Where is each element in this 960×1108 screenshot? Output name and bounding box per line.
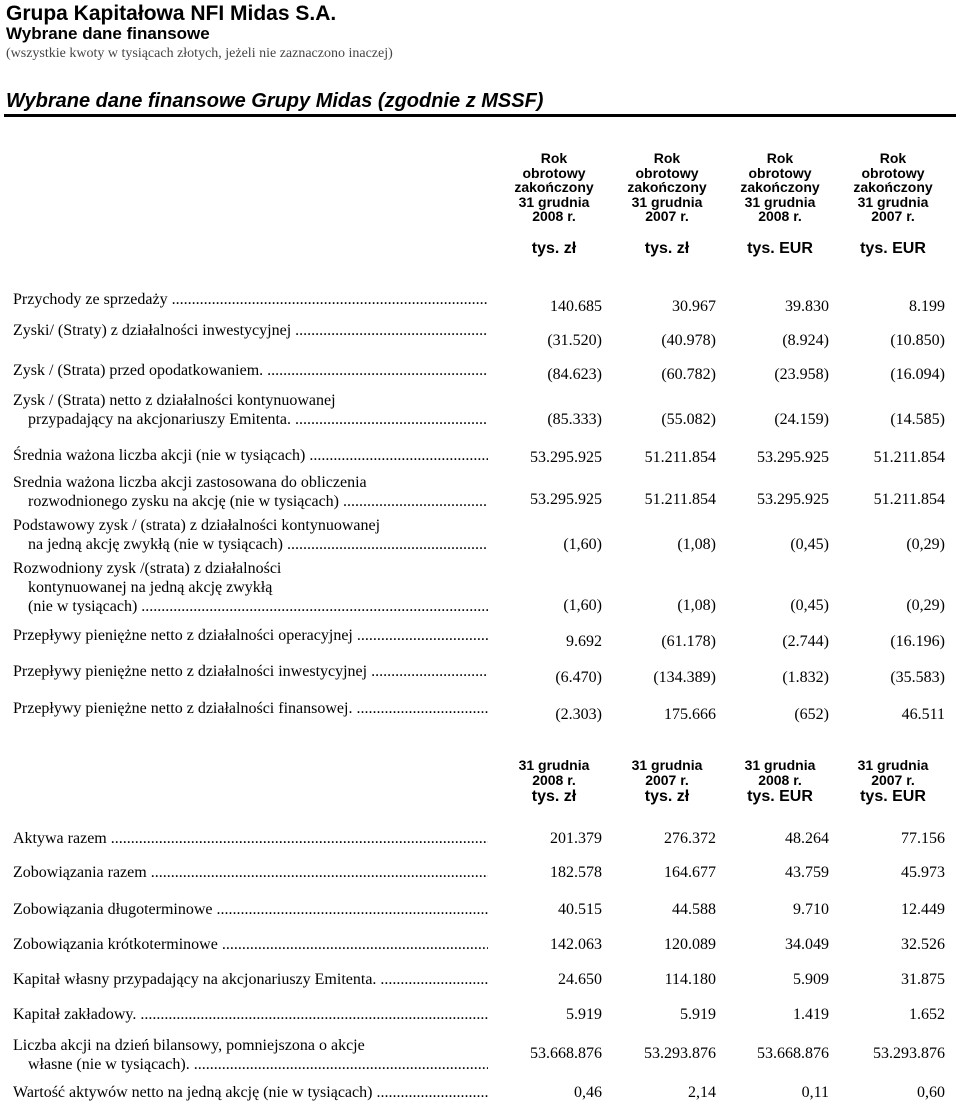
table-cell-value: (85.333) bbox=[547, 411, 602, 428]
table-cell-value: 140.685 bbox=[550, 298, 602, 315]
row-label-line: Średnia ważona liczba akcji (nie w tysiącach) ..... bbox=[13, 446, 488, 465]
balance-row-label bbox=[13, 1036, 488, 1074]
balance-row-label bbox=[13, 935, 488, 954]
balance-cell-value: 2,14 bbox=[688, 1084, 716, 1101]
page-title: Wybrane dane finansowe Grupy Midas (zgodnie z MSSF) bbox=[6, 90, 544, 112]
title-divider bbox=[4, 114, 956, 117]
row-label bbox=[13, 446, 488, 465]
row-label bbox=[13, 699, 488, 718]
balance-cell-value: 44.588 bbox=[672, 901, 716, 918]
balance-row-label bbox=[13, 900, 488, 919]
balance-cell-value: 43.759 bbox=[785, 864, 829, 881]
table-cell-value: (0,45) bbox=[790, 536, 829, 553]
table-cell-value: (1,08) bbox=[677, 597, 716, 614]
row-label-line: Zobowiązania razem ..... bbox=[13, 863, 488, 882]
column-header-line: 31 grudnia bbox=[631, 193, 703, 210]
column-header-line: Rok bbox=[879, 150, 907, 166]
column-header-line: Rok bbox=[766, 150, 794, 166]
column-header-line: zakończony bbox=[514, 179, 594, 195]
balance-cell-value: 34.049 bbox=[785, 936, 829, 953]
table-cell-value: 46.511 bbox=[901, 706, 945, 723]
balance-cell-value: 182.578 bbox=[550, 864, 602, 881]
row-label bbox=[13, 626, 488, 645]
row-label-line: Zysk / (Strata) przed opodatkowaniem. ..... bbox=[13, 361, 488, 380]
row-label bbox=[13, 473, 488, 511]
table-cell-value: (40.978) bbox=[661, 332, 716, 349]
table-cell-value: (60.782) bbox=[661, 366, 716, 383]
table-cell-value: (1,60) bbox=[563, 536, 602, 553]
row-label-line: Zobowiązania krótkoterminowe ..... bbox=[13, 935, 488, 954]
row-label-line: Kapitał zakładowy. ..... bbox=[13, 1005, 488, 1024]
units-note: (wszystkie kwoty w tysiącach złotych, jeżeli nie zaznaczono inaczej) bbox=[6, 46, 393, 61]
column-header-line: 31 grudnia bbox=[744, 757, 816, 773]
column-header-line: 31 grudnia bbox=[518, 193, 590, 210]
table-cell-value: (2.744) bbox=[782, 633, 829, 650]
balance-cell-value: 53.668.876 bbox=[757, 1045, 829, 1062]
balance-cell-value: 142.063 bbox=[550, 936, 602, 953]
column-header-line: zakończony bbox=[853, 179, 933, 195]
column-header-line: Rok bbox=[540, 150, 568, 166]
balance-row-label bbox=[13, 1005, 488, 1024]
table-cell-value: (1,60) bbox=[563, 597, 602, 614]
table-cell-value: (14.585) bbox=[890, 411, 945, 428]
balance-cell-value: 114.180 bbox=[664, 971, 716, 988]
table-cell-value: (134.389) bbox=[653, 669, 716, 686]
row-label bbox=[13, 662, 488, 681]
row-label bbox=[13, 559, 488, 616]
balance-row-label bbox=[13, 1083, 488, 1102]
balance-row-label bbox=[13, 829, 488, 848]
column-header-line: 2007 r. bbox=[645, 771, 689, 788]
row-label-line: własne (nie w tysiącach). ..... bbox=[13, 1055, 488, 1074]
table-cell-value: (23.958) bbox=[774, 366, 829, 383]
table-cell-value: (84.623) bbox=[547, 366, 602, 383]
table-cell-value: 51.211.854 bbox=[873, 491, 945, 508]
column-header-line: 31 grudnia bbox=[857, 193, 929, 210]
column-header-line: 2007 r. bbox=[645, 208, 689, 224]
table-cell-value: (8.924) bbox=[782, 332, 829, 349]
row-label-line: rozwodnionego zysku na akcję (nie w tysiącach) ..... bbox=[13, 492, 488, 511]
row-label bbox=[13, 516, 488, 554]
column-header-line: obrotowy bbox=[635, 164, 699, 181]
row-label-line: Przepływy pieniężne netto z działalności inwestycyjnej ..... bbox=[13, 662, 488, 681]
balance-column-header-2 bbox=[611, 758, 723, 787]
row-label-line: na jedną akcję zwykłą (nie w tysiącach) ..... bbox=[13, 535, 488, 554]
column-header-line: obrotowy bbox=[861, 164, 925, 181]
balance-cell-value: 0,46 bbox=[574, 1084, 602, 1101]
column-header-line: obrotowy bbox=[748, 164, 812, 181]
column-header-line: Rok bbox=[653, 150, 681, 166]
balance-cell-value: 31.875 bbox=[901, 971, 945, 988]
row-label-line: Wartość aktywów netto na jedną akcję (nie w tysiącach) ..... bbox=[13, 1083, 488, 1102]
balance-row-label bbox=[13, 970, 488, 989]
column-header-line: 2008 r. bbox=[532, 771, 576, 788]
row-label-line: Zobowiązania długoterminowe ..... bbox=[13, 900, 488, 919]
table-cell-value: 53.295.925 bbox=[757, 491, 829, 508]
table-cell-value: 51.211.854 bbox=[644, 491, 716, 508]
row-label-line: Kapitał własny przypadający na akcjonariuszy Emitenta. ..... bbox=[13, 970, 488, 989]
column-header-line: 31 grudnia bbox=[744, 193, 816, 210]
table-cell-value: (0,45) bbox=[790, 597, 829, 614]
column-header-1 bbox=[498, 151, 610, 224]
table-cell-value: (55.082) bbox=[661, 411, 716, 428]
balance-cell-value: 53.293.876 bbox=[644, 1045, 716, 1062]
balance-cell-value: 9.710 bbox=[793, 901, 829, 918]
balance-cell-value: 1.652 bbox=[909, 1006, 945, 1023]
balance-cell-value: 32.526 bbox=[901, 936, 945, 953]
table-cell-value: 53.295.925 bbox=[530, 491, 602, 508]
row-label bbox=[13, 321, 488, 340]
table-cell-value: 53.295.925 bbox=[757, 449, 829, 466]
row-label-line: Aktywa razem ..... bbox=[13, 829, 488, 848]
row-label bbox=[13, 391, 488, 429]
row-label-line: Przepływy pieniężne netto z działalności operacyjnej ..... bbox=[13, 626, 488, 645]
column-header-2 bbox=[611, 151, 723, 224]
table-cell-value: (35.583) bbox=[890, 669, 945, 686]
balance-column-unit-2: tys. zł bbox=[644, 788, 690, 805]
column-unit-4: tys. EUR bbox=[860, 240, 926, 257]
balance-cell-value: 1.419 bbox=[793, 1006, 829, 1023]
table-cell-value: (1,08) bbox=[677, 536, 716, 553]
report-subtitle: Wybrane dane finansowe bbox=[6, 24, 210, 43]
table-cell-value: (2.303) bbox=[555, 706, 602, 723]
table-cell-value: 8.199 bbox=[909, 298, 945, 315]
column-header-line: 31 grudnia bbox=[857, 757, 929, 773]
column-unit-3: tys. EUR bbox=[747, 240, 813, 257]
row-label-line: przypadający na akcjonariuszy Emitenta. ..... bbox=[13, 410, 488, 429]
row-label-line: kontynuowanej na jedną akcję zwykłą bbox=[28, 579, 273, 596]
balance-cell-value: 12.449 bbox=[901, 901, 945, 918]
table-cell-value: 53.295.925 bbox=[530, 449, 602, 466]
row-label-line: Podstawowy zysk / (strata) z działalności kontynuowanej bbox=[13, 517, 381, 534]
table-cell-value: (1.832) bbox=[782, 669, 829, 686]
balance-column-header-1 bbox=[498, 758, 610, 787]
row-label-line: Przepływy pieniężne netto z działalności finansowej. ..... bbox=[13, 699, 488, 718]
balance-cell-value: 53.668.876 bbox=[530, 1045, 602, 1062]
table-cell-value: 51.211.854 bbox=[873, 449, 945, 466]
column-header-line: zakończony bbox=[627, 179, 707, 195]
table-cell-value: (10.850) bbox=[890, 332, 945, 349]
balance-cell-value: 0,11 bbox=[801, 1084, 829, 1101]
row-label-line: Przychody ze sprzedaży ..... bbox=[13, 290, 488, 309]
column-header-line: 2008 r. bbox=[532, 208, 576, 224]
table-cell-value: (31.520) bbox=[547, 332, 602, 349]
company-name: Grupa Kapitałowa NFI Midas S.A. bbox=[6, 2, 337, 25]
column-header-4 bbox=[837, 151, 949, 224]
column-header-line: 31 grudnia bbox=[518, 757, 590, 773]
balance-column-header-4 bbox=[837, 758, 949, 787]
balance-column-unit-1: tys. zł bbox=[531, 788, 577, 805]
row-label bbox=[13, 361, 488, 380]
balance-row-label bbox=[13, 863, 488, 882]
table-cell-value: (652) bbox=[794, 706, 829, 723]
balance-cell-value: 276.372 bbox=[664, 830, 716, 847]
column-unit-1: tys. zł bbox=[531, 240, 577, 257]
row-label-line: Liczba akcji na dzień bilansowy, pomniejszona o akcje bbox=[13, 1037, 365, 1054]
balance-column-unit-4: tys. EUR bbox=[860, 788, 926, 805]
row-label-line: Srednia ważona liczba akcji zastosowana do obliczenia bbox=[13, 474, 367, 491]
balance-cell-value: 164.677 bbox=[664, 864, 716, 881]
row-label-line: Rozwodniony zysk /(strata) z działalności bbox=[13, 560, 282, 577]
table-cell-value: (0,29) bbox=[906, 536, 945, 553]
column-header-line: 2007 r. bbox=[871, 771, 915, 788]
column-header-line: 2007 r. bbox=[871, 208, 915, 224]
balance-cell-value: 201.379 bbox=[550, 830, 602, 847]
balance-cell-value: 120.089 bbox=[664, 936, 716, 953]
table-cell-value: (6.470) bbox=[555, 669, 602, 686]
balance-cell-value: 24.650 bbox=[558, 971, 602, 988]
balance-cell-value: 5.919 bbox=[566, 1006, 602, 1023]
balance-cell-value: 0,60 bbox=[917, 1084, 945, 1101]
column-header-line: zakończony bbox=[740, 179, 820, 195]
table-cell-value: (16.196) bbox=[890, 633, 945, 650]
column-header-line: 31 grudnia bbox=[631, 757, 703, 773]
balance-cell-value: 5.909 bbox=[793, 971, 829, 988]
balance-cell-value: 53.293.876 bbox=[873, 1045, 945, 1062]
table-cell-value: (61.178) bbox=[661, 633, 716, 650]
balance-column-unit-3: tys. EUR bbox=[747, 788, 813, 805]
balance-cell-value: 48.264 bbox=[785, 830, 829, 847]
column-header-line: 2008 r. bbox=[758, 208, 802, 224]
row-label-line: Zysk / (Strata) netto z działalności kontynuowanej bbox=[13, 392, 336, 409]
balance-column-header-3 bbox=[724, 758, 836, 787]
column-header-line: 2008 r. bbox=[758, 771, 802, 788]
column-header-3 bbox=[724, 151, 836, 224]
table-cell-value: (24.159) bbox=[774, 411, 829, 428]
table-cell-value: 30.967 bbox=[672, 298, 716, 315]
table-cell-value: 39.830 bbox=[785, 298, 829, 315]
table-cell-value: 51.211.854 bbox=[644, 449, 716, 466]
balance-cell-value: 5.919 bbox=[680, 1006, 716, 1023]
column-header-line: obrotowy bbox=[522, 164, 586, 181]
table-cell-value: (16.094) bbox=[890, 366, 945, 383]
row-label bbox=[13, 290, 488, 309]
row-label-line: Zyski/ (Straty) z działalności inwestycyjnej ..... bbox=[13, 321, 488, 340]
balance-cell-value: 40.515 bbox=[558, 901, 602, 918]
table-cell-value: 9.692 bbox=[566, 633, 602, 650]
balance-cell-value: 45.973 bbox=[901, 864, 945, 881]
table-cell-value: (0,29) bbox=[906, 597, 945, 614]
row-label-line: (nie w tysiącach) ..... bbox=[13, 597, 488, 616]
table-cell-value: 175.666 bbox=[664, 706, 716, 723]
column-unit-2: tys. zł bbox=[644, 240, 690, 257]
balance-cell-value: 77.156 bbox=[901, 830, 945, 847]
